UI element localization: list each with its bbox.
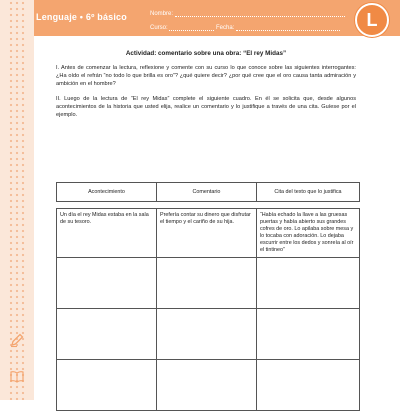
example-comment: Prefería contar su dinero que disfrutar el tiempo y el cariño de su hija. xyxy=(156,209,256,258)
name-field[interactable] xyxy=(150,10,345,17)
table-row xyxy=(57,360,360,411)
book-icon xyxy=(9,368,25,384)
table-cell[interactable] xyxy=(156,309,256,360)
table-row xyxy=(57,309,360,360)
example-event: Un día el rey Midas estaba en la sala de su tesoro. xyxy=(57,209,157,258)
course-label: Curso: xyxy=(150,25,168,31)
date-label: Fecha: xyxy=(216,25,235,31)
table-cell[interactable] xyxy=(57,258,157,309)
date-field[interactable] xyxy=(216,24,340,31)
table-cell[interactable] xyxy=(57,360,157,411)
table-cell[interactable] xyxy=(156,258,256,309)
header-comment: Comentario xyxy=(156,183,256,202)
subject-badge: L xyxy=(355,3,389,37)
table-cell[interactable] xyxy=(57,309,157,360)
table-header-row xyxy=(57,183,360,202)
table-row xyxy=(57,258,360,309)
table-cell[interactable] xyxy=(156,360,256,411)
table-cell[interactable] xyxy=(256,258,359,309)
activity-content xyxy=(56,50,356,126)
instruction-1: I. Antes de comenzar la lectura, reflexione y comente con su curso lo que conoce sobre las siguientes interrogantes: ¿Ha oído el refrán “no todo lo que brilla es oro”? ¿qué quiere decir? ¿por qué cree que el oro causa tanta admiración y ambición en el hombre? xyxy=(56,65,356,87)
header-quote: Cita del texto que lo justifica xyxy=(256,183,359,202)
header-event: Acontecimiento xyxy=(57,183,157,202)
instruction-2: II. Luego de la lectura de “El rey Midas” complete el siguiente cuadro. En él se solicita que, desde algunos acontecimientos de la historia que usted elija, realice un comentario y lo justifique a través de una cita. Guíese por el ejemplo. xyxy=(56,96,356,118)
activity-title: Actividad: comentario sobre una obra: “El rey Midas” xyxy=(125,50,287,57)
table-cell[interactable] xyxy=(256,309,359,360)
pencil-icon xyxy=(9,332,25,348)
subject-label: Lenguaje • 6º básico xyxy=(36,12,127,22)
name-label: Nombre: xyxy=(150,11,174,17)
table-cell[interactable] xyxy=(256,360,359,411)
table-row xyxy=(57,209,360,258)
activity-table xyxy=(56,182,360,411)
course-field[interactable] xyxy=(150,24,214,31)
example-quote: “Había echado la llave a las gruesas puertas y había abierto sus grandes cofres de oro. Lo apilaba sobre mesa y lo tocaba con adoración. Lo dejaba escurrir entre los dedos y sonreía al oír el tintineo” xyxy=(256,209,359,258)
